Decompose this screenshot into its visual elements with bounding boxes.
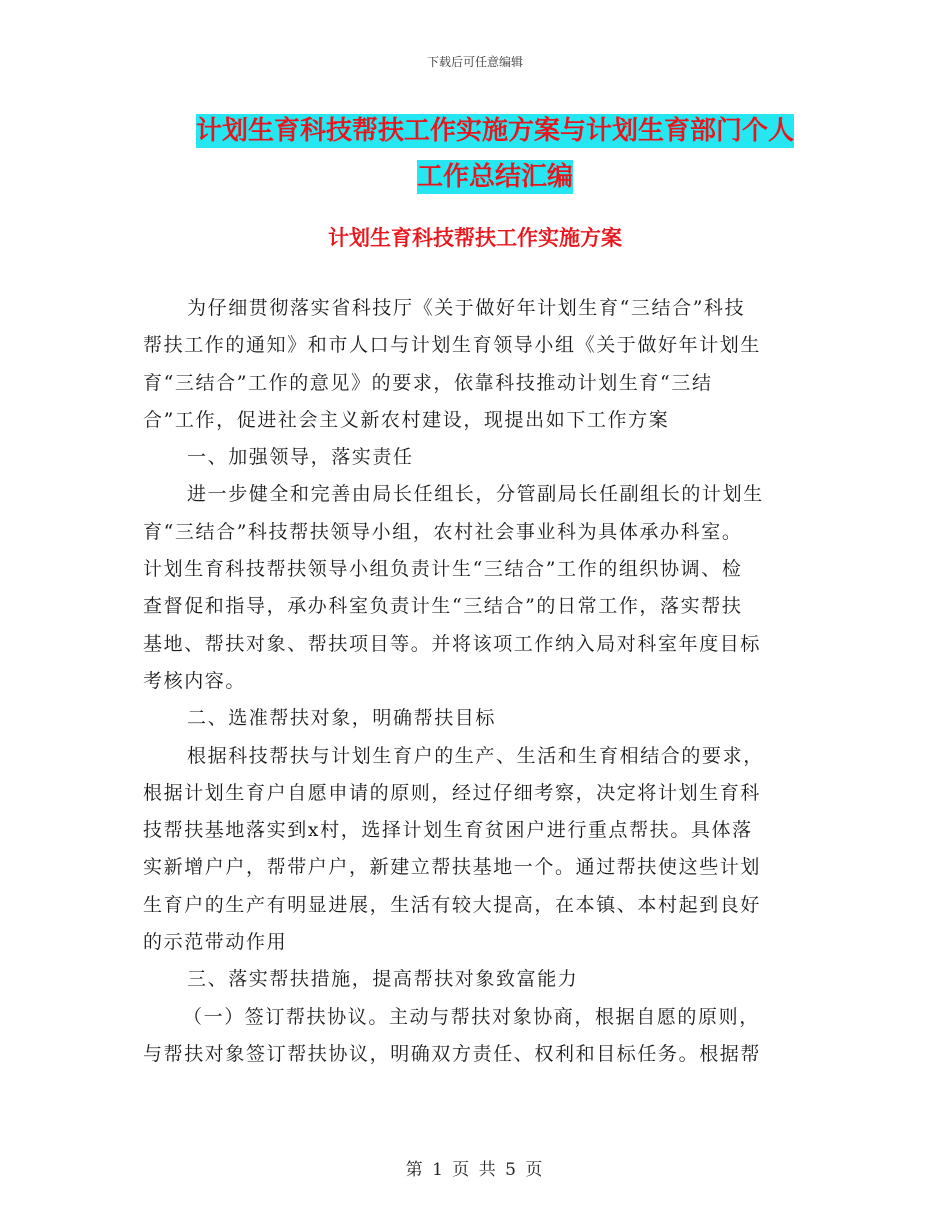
heading-line: 一、加强领导，落实责任 [187,446,414,469]
paragraph-line: 查督促和指导，承办科室负责计生“三结合”的日常工作，落实帮扶 [143,595,743,618]
paragraph-line: 计划生育科技帮扶领导小组负责计生“三结合”工作的组织协调、检 [143,558,743,581]
heading-line: 三、落实帮扶措施，提高帮扶对象致富能力 [187,968,579,991]
main-title-line-2: 工作总结汇编 [416,162,573,192]
main-title-line-1: 计划生育科技帮扶工作实施方案与计划生育部门个人 [195,116,794,146]
heading-line: 二、选准帮扶对象，明确帮扶目标 [187,707,497,730]
paragraph-line: 为仔细贯彻落实省科技厅《关于做好年计划生育“三结合”科技 [187,297,746,319]
page-footer: 第 1 页 共 5 页 [405,1160,545,1180]
paragraph-line: 生育户的生产有明显进展，生活有较大提高，在本镇、本村起到良好 [143,893,762,916]
paragraph-line: 根据科技帮扶与计划生育户的生产、生活和生育相结合的要求， [187,744,764,767]
paragraph-line: 帮扶工作的通知》和市人口与计划生育领导小组《关于做好年计划生 [143,334,762,357]
section-title: 计划生育科技帮扶工作实施方案 [328,226,622,250]
main-title [150,108,840,200]
header-note: 下载后可任意编辑 [426,55,523,69]
paragraph-line: 的示范带动作用 [143,931,288,954]
paragraph-line: 考核内容。 [143,669,247,692]
paragraph-line: 实新增户户，帮带户户，新建立帮扶基地一个。通过帮扶使这些计划 [143,856,762,879]
document-body [143,290,803,1073]
paragraph-line: 合”工作，促进社会主义新农村建设，现提出如下工作方案 [143,408,670,431]
paragraph-line: 根据计划生育户自愿申请的原则，经过仔细考察，决定将计划生育科 [143,781,762,804]
paragraph-line: 与帮扶对象签订帮扶协议，明确双方责任、权利和目标任务。根据帮 [143,1042,762,1065]
paragraph-line: 基地、帮扶对象、帮扶项目等。并将该项工作纳入局对科室年度目标 [143,632,762,655]
paragraph-line: 技帮扶基地落实到x村，选择计划生育贫困户进行重点帮扶。具体落 [143,819,753,842]
paragraph-line: 育“三结合”科技帮扶领导小组，农村社会事业科为具体承办科室。 [143,520,743,543]
paragraph-line: 进一步健全和完善由局长任组长，分管副局长任副组长的计划生 [187,483,764,506]
paragraph-line: 育“三结合”工作的意见》的要求，依靠科技推动计划生育“三结 [143,371,713,394]
paragraph-line: （一）签订帮扶协议。主动与帮扶对象协商，根据自愿的原则， [183,1005,760,1028]
